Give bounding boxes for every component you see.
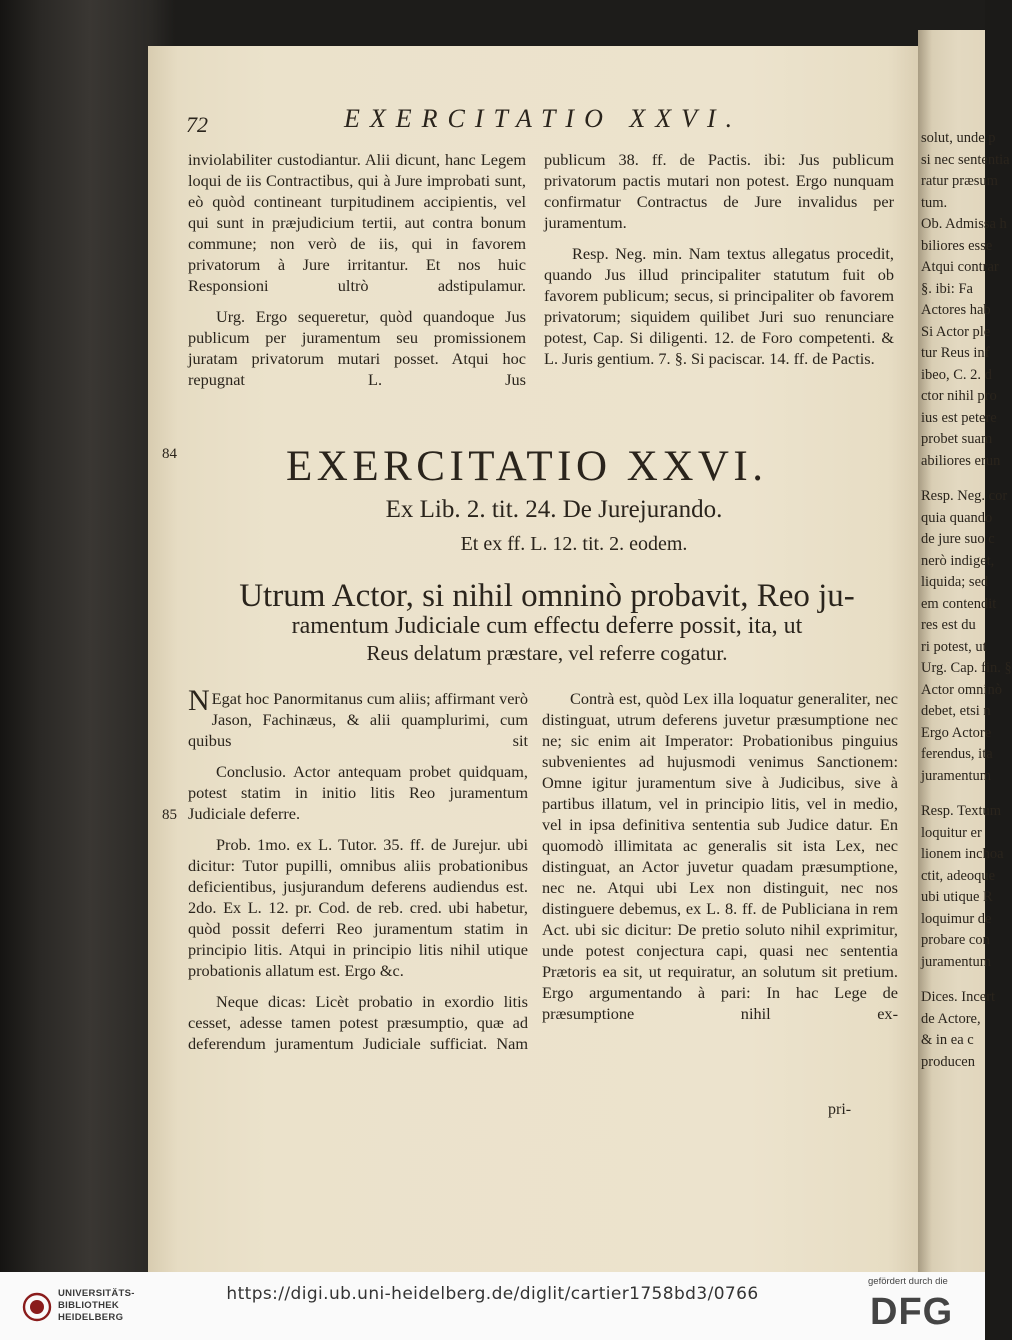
bottom-left-column [188,684,528,1054]
running-title: EXERCITATIO XXVI. [344,104,743,133]
next-page-fragment: tum. [921,194,948,211]
paragraph: Urg. Ergo sequeretur, quòd quandoque Jus publicum per juramentum seu promissionem juratam privatorum mutari posset. Atqui hoc repugnat L. Jus [188,307,526,389]
funding-credit: gefördert durch die [868,1276,948,1287]
next-page-fragment: Actor omninò [921,681,1002,698]
next-page-fragment: Ob. Admissa h [921,216,1007,232]
catchword: pri- [828,1101,852,1118]
next-page-fragment: res est du [921,617,976,633]
institution-line: UNIVERSITÄTS- [58,1288,135,1299]
next-page-fragment: Atqui contrar [921,259,999,275]
question-line: Reus delatum præstare, vel referre cogatur. [366,641,728,665]
next-page-fragment: Ergo Actore [921,724,992,741]
next-page-fragment: ctor nihil pro [921,388,997,404]
next-page-fragment: si nec sententia [921,151,1010,168]
source-line: Ex Lib. 2. tit. 24. De Jurejurando. [385,496,723,523]
margin-note: 85 [162,807,177,823]
question-line: ramentum Judiciale cum effectu deferre possit, ita, ut [291,613,803,639]
next-page-fragment: juramentum [921,953,992,970]
paragraph: inviolabiliter custodiantur. Alii dicunt, hanc Legem loqui de iis Contractibus, qui à Jure improbati sunt, eò quòd contineant turpitudinem accipientis, vel qui sunt in præjudicium tertii, aut contra bonum commune; non verò de iis, qui in favorem privatorum à Jure irritantur. Et nos huic Responsioni ultrò adstipulamur. [188,150,526,295]
next-page-fragment: abiliores erun [921,452,1001,469]
paragraph: Prob. 1mo. ex L. Tutor. 35. ff. de Jurejur. ubi dicitur: Tutor pupilli, omnibus aliis probationibus deficientibus, jusjurandum deferens audiendus est. 2do. Ex L. 12. pr. Cod. de reb. cred. ubi habetur, quòd possit deferri Reo juramentum statim in principio litis. Atqui in principio litis nihil utique probationis allatum est. Ergo &c. [188,835,528,980]
next-page-fragment: Resp. Textum [921,803,1002,819]
section-title: EXERCITATIO XXVI. [286,443,768,490]
viewer-footer [0,1272,985,1340]
permalink-url[interactable]: https://digi.ub.uni-heidelberg.de/diglit/cartier1758bd3/0766 [226,1284,759,1304]
next-page-fragment: loquimur de [921,910,992,927]
next-page-fragment: producen [921,1053,975,1070]
paragraph: Contrà est, quòd Lex illa loquatur generaliter, nec distinguat, utrum deferens juvetur præsumptione nec ne; sic enim ait Imperator: Probationibus pinguius subvenientes ad hujusmodi venimus Sanctionem: Omne igitur juramentum sive à Judicibus, sive à partibus illatum, vel in principio litis, vel in medio, vel in ipsa definitiva sententia sub Judice datur. En quomodò illimitata ac generalis sit ista Lex, nec distinguat, an Actor juvetur quadam præsumptione, nec ne. Atqui ubi Lex non distinguit, nec nos distinguere debemus, ex L. 8. ff. de Publiciana in rem Act. ubi sic dicitur: De pretio soluto nihil exprimitur, unde potest conjectura capi, quasi nec sententia Prætoris ea sit, ut requiratur, an solutum sit pretium. Ergo argumentando à pari: In hac Lege de præsumptione nihil ex- [542,689,898,1023]
next-page-fragment: loquitur er [921,824,982,841]
next-page-fragment: em contendit [921,595,997,612]
next-page-fragment: Actores hab [921,302,991,318]
next-page-fragment: ubi utique R [921,889,993,905]
page-number: 72 [186,112,208,137]
book-page [148,46,930,1272]
next-page-fragment: ri potest, ut [921,638,987,655]
next-page-fragment: de jure suo c [921,531,995,547]
margin-note: 84 [162,446,177,462]
paragraph: Resp. Neg. min. Nam textus allegatus procedit, quando Jus illud principaliter statutum fuit ob favorem publicum; secus, si principaliter ob favorem privatorum; siquidem quilibet Juri suo renunciare potest, Cap. Si diligenti. 12. de Foro competenti. & L. Juris gentium. 7. §. Si paciscar. 14. ff. de Pactis. [544,244,894,368]
question-line: Utrum Actor, si nihil omninò probavit, Reo ju- [239,578,855,614]
institution-line: HEIDELBERG [58,1312,124,1323]
next-page-fragment: debet, etsi n [921,703,991,719]
next-page-fragment: juramentum [921,767,992,784]
next-page-fragment: Urg. Cap. fin. § [921,660,1012,676]
next-page-fragment: Dices. Incert [921,989,996,1005]
next-page-fragment: lionem inchoa [921,846,1004,862]
institution-line: BIBLIOTHEK [58,1300,120,1311]
dfg-logo[interactable]: DFG [870,1291,954,1333]
paragraph: publicum 38. ff. de Pactis. ibi: Jus publicum privatorum pactis mutari non potest. Ergo nunquam confirmatur Contractus de Jure invalidus per juramentum. [544,150,894,232]
next-page-fragment: quia quando [921,509,993,526]
paragraph-text: Egat hoc Panormitanus cum aliis; affirmant verò Jason, Fachinæus, & alii quamplurimi, cum quibus sit [188,689,528,750]
next-page-fragment: tur Reus inf [921,345,990,361]
next-page-fragment: ibeo, C. 2. d [921,366,992,383]
next-page-fragment: solut, unde p [921,130,996,146]
question-heading [184,580,910,666]
next-page-fragment: probare con [921,932,990,948]
next-page-fragment: liquida; sed [921,574,989,590]
next-page-fragment: biliores esse [921,237,993,254]
next-page-fragment: ferendus, ita [921,746,993,762]
source-line: Et ex ff. L. 12. tit. 2. eodem. [460,533,688,555]
next-page-fragment: Si Actor ple [921,323,991,340]
bottom-right-column [542,688,898,1024]
paragraph: Neque dicas: Licèt probatio in exordio litis cesset, adesse tamen potest præsumptio, quæ ad deferendum juramentum Judiciale sufficiat. Nam [188,992,528,1053]
next-page-fragment: & in ea c [921,1032,974,1048]
next-page-fragment: Resp. Neg. cor [921,488,1008,504]
next-page-fragment: ius est petere [921,409,997,426]
drop-cap: N [188,684,210,717]
next-page-fragment: ctit, adeoque [921,867,996,884]
next-page-fragment: §. ibi: Fa [921,280,973,297]
top-right-column [544,149,894,369]
paragraph [188,684,528,751]
next-page-fragment: ratur præsum [921,173,998,189]
next-page-fragment: de Actore, [921,1010,981,1027]
next-page-fragment: nerò indiget, [921,552,995,569]
next-page-edge [918,30,1012,1272]
next-page-fragment: probet suam [921,431,993,447]
paragraph: Conclusio. Actor antequam probet quidquam, potest statim in initio litis Reo juramentum Judiciale deferre. [188,762,528,823]
top-left-column [188,149,526,390]
